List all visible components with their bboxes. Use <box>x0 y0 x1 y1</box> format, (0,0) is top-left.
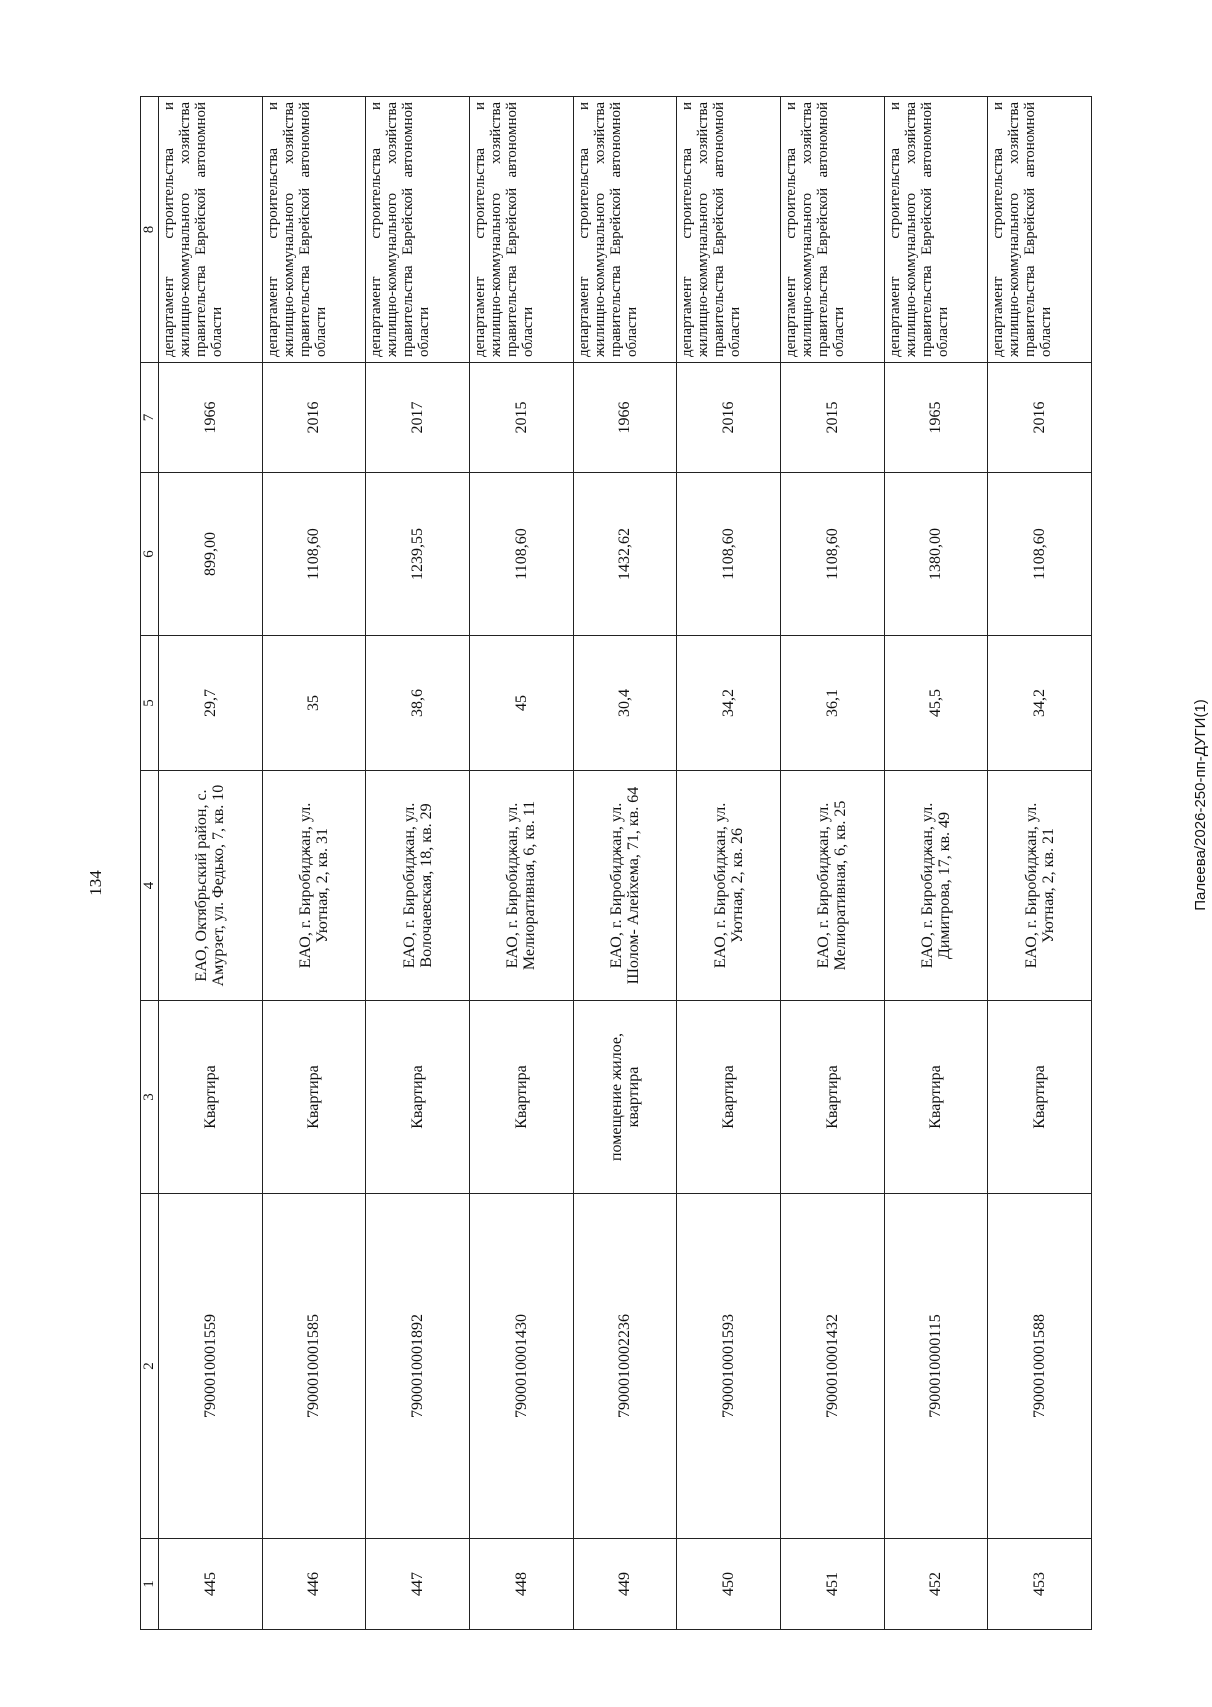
holder-cell: департамент строительства и жилищно-коммунального хозяйства правительства Еврейской автономной области <box>884 97 988 363</box>
area-cell: 45,5 <box>884 636 988 771</box>
property-table <box>140 96 1092 1630</box>
holder-cell: департамент строительства и жилищно-коммунального хозяйства правительства Еврейской автономной области <box>469 97 573 363</box>
address-cell: ЕАО, г. Биробиджан, ул. Шолом- Алейхема, 71, кв. 64 <box>573 771 677 1001</box>
year-cell: 2017 <box>366 363 470 473</box>
table-row <box>677 97 781 1630</box>
holder-cell: департамент строительства и жилищно-коммунального хозяйства правительства Еврейской автономной области <box>159 97 263 363</box>
object-type-cell: Квартира <box>159 1001 263 1194</box>
cadastral-number-cell: 7900010001585 <box>262 1194 366 1539</box>
year-cell: 2016 <box>988 363 1092 473</box>
table-row <box>780 97 884 1630</box>
object-type-cell: Квартира <box>469 1001 573 1194</box>
row-number-cell: 446 <box>262 1539 366 1630</box>
object-type-cell: Квартира <box>677 1001 781 1194</box>
value-cell: 899,00 <box>159 473 263 636</box>
column-header: 2 <box>141 1194 159 1539</box>
year-cell: 1966 <box>159 363 263 473</box>
address-cell: ЕАО, г. Биробиджан, ул. Волочаевская, 18, кв. 29 <box>366 771 470 1001</box>
page-number: 134 <box>86 870 105 896</box>
address-cell: ЕАО, г. Биробиджан, ул. Уютная, 2, кв. 21 <box>988 771 1092 1001</box>
area-cell: 38,6 <box>366 636 470 771</box>
object-type-cell: Квартира <box>366 1001 470 1194</box>
object-type-cell: Квартира <box>988 1001 1092 1194</box>
address-cell: ЕАО, г. Биробиджан, ул. Уютная, 2, кв. 31 <box>262 771 366 1001</box>
column-header: 7 <box>141 363 159 473</box>
table-row <box>884 97 988 1630</box>
cadastral-number-cell: 7900010001432 <box>780 1194 884 1539</box>
row-number-cell: 445 <box>159 1539 263 1630</box>
column-header: 6 <box>141 473 159 636</box>
year-cell: 2015 <box>469 363 573 473</box>
value-cell: 1108,60 <box>469 473 573 636</box>
area-cell: 36,1 <box>780 636 884 771</box>
document-footer: Палеева/2026-250-пп-ДУГИ(1) <box>1192 699 1209 911</box>
row-number-cell: 450 <box>677 1539 781 1630</box>
row-number-cell: 452 <box>884 1539 988 1630</box>
cadastral-number-cell: 7900010002236 <box>573 1194 677 1539</box>
year-cell: 2016 <box>262 363 366 473</box>
row-number-cell: 448 <box>469 1539 573 1630</box>
row-number-cell: 447 <box>366 1539 470 1630</box>
value-cell: 1239,55 <box>366 473 470 636</box>
address-cell: ЕАО, г. Биробиджан, ул. Мелиоративная, 6, кв. 11 <box>469 771 573 1001</box>
address-cell: ЕАО, Октябрьский район, с. Амурзет, ул. Федько, 7, кв. 10 <box>159 771 263 1001</box>
year-cell: 1966 <box>573 363 677 473</box>
area-cell: 35 <box>262 636 366 771</box>
area-cell: 30,4 <box>573 636 677 771</box>
cadastral-number-cell: 7900010001588 <box>988 1194 1092 1539</box>
area-cell: 29,7 <box>159 636 263 771</box>
object-type-cell: Квартира <box>262 1001 366 1194</box>
table-row <box>366 97 470 1630</box>
holder-cell: департамент строительства и жилищно-коммунального хозяйства правительства Еврейской автономной области <box>677 97 781 363</box>
value-cell: 1108,60 <box>677 473 781 636</box>
table-row <box>469 97 573 1630</box>
area-cell: 34,2 <box>988 636 1092 771</box>
cadastral-number-cell: 7900010001430 <box>469 1194 573 1539</box>
table-row <box>159 97 263 1630</box>
holder-cell: департамент строительства и жилищно-коммунального хозяйства правительства Еврейской автономной области <box>262 97 366 363</box>
object-type-cell: Квартира <box>884 1001 988 1194</box>
year-cell: 2015 <box>780 363 884 473</box>
rotated-table-container <box>140 97 1092 1630</box>
column-header: 3 <box>141 1001 159 1194</box>
value-cell: 1432,62 <box>573 473 677 636</box>
area-cell: 34,2 <box>677 636 781 771</box>
value-cell: 1108,60 <box>988 473 1092 636</box>
column-header: 1 <box>141 1539 159 1630</box>
year-cell: 1965 <box>884 363 988 473</box>
holder-cell: департамент строительства и жилищно-коммунального хозяйства правительства Еврейской автономной области <box>780 97 884 363</box>
column-number-row <box>141 97 159 1630</box>
address-cell: ЕАО, г. Биробиджан, ул. Мелиоративная, 6, кв. 25 <box>780 771 884 1001</box>
holder-cell: департамент строительства и жилищно-коммунального хозяйства правительства Еврейской автономной области <box>366 97 470 363</box>
address-cell: ЕАО, г. Биробиджан, ул. Димитрова, 17, кв. 49 <box>884 771 988 1001</box>
row-number-cell: 453 <box>988 1539 1092 1630</box>
holder-cell: департамент строительства и жилищно-коммунального хозяйства правительства Еврейской автономной области <box>573 97 677 363</box>
cadastral-number-cell: 7900010001559 <box>159 1194 263 1539</box>
value-cell: 1380,00 <box>884 473 988 636</box>
holder-cell: департамент строительства и жилищно-коммунального хозяйства правительства Еврейской автономной области <box>988 97 1092 363</box>
value-cell: 1108,60 <box>780 473 884 636</box>
row-number-cell: 449 <box>573 1539 677 1630</box>
object-type-cell: помещение жилое, квартира <box>573 1001 677 1194</box>
table-row <box>262 97 366 1630</box>
address-cell: ЕАО, г. Биробиджан, ул. Уютная, 2, кв. 26 <box>677 771 781 1001</box>
table-row <box>573 97 677 1630</box>
cadastral-number-cell: 7900010000115 <box>884 1194 988 1539</box>
year-cell: 2016 <box>677 363 781 473</box>
column-header: 4 <box>141 771 159 1001</box>
column-header: 8 <box>141 97 159 363</box>
table-row <box>988 97 1092 1630</box>
object-type-cell: Квартира <box>780 1001 884 1194</box>
row-number-cell: 451 <box>780 1539 884 1630</box>
cadastral-number-cell: 7900010001892 <box>366 1194 470 1539</box>
column-header: 5 <box>141 636 159 771</box>
value-cell: 1108,60 <box>262 473 366 636</box>
area-cell: 45 <box>469 636 573 771</box>
cadastral-number-cell: 7900010001593 <box>677 1194 781 1539</box>
